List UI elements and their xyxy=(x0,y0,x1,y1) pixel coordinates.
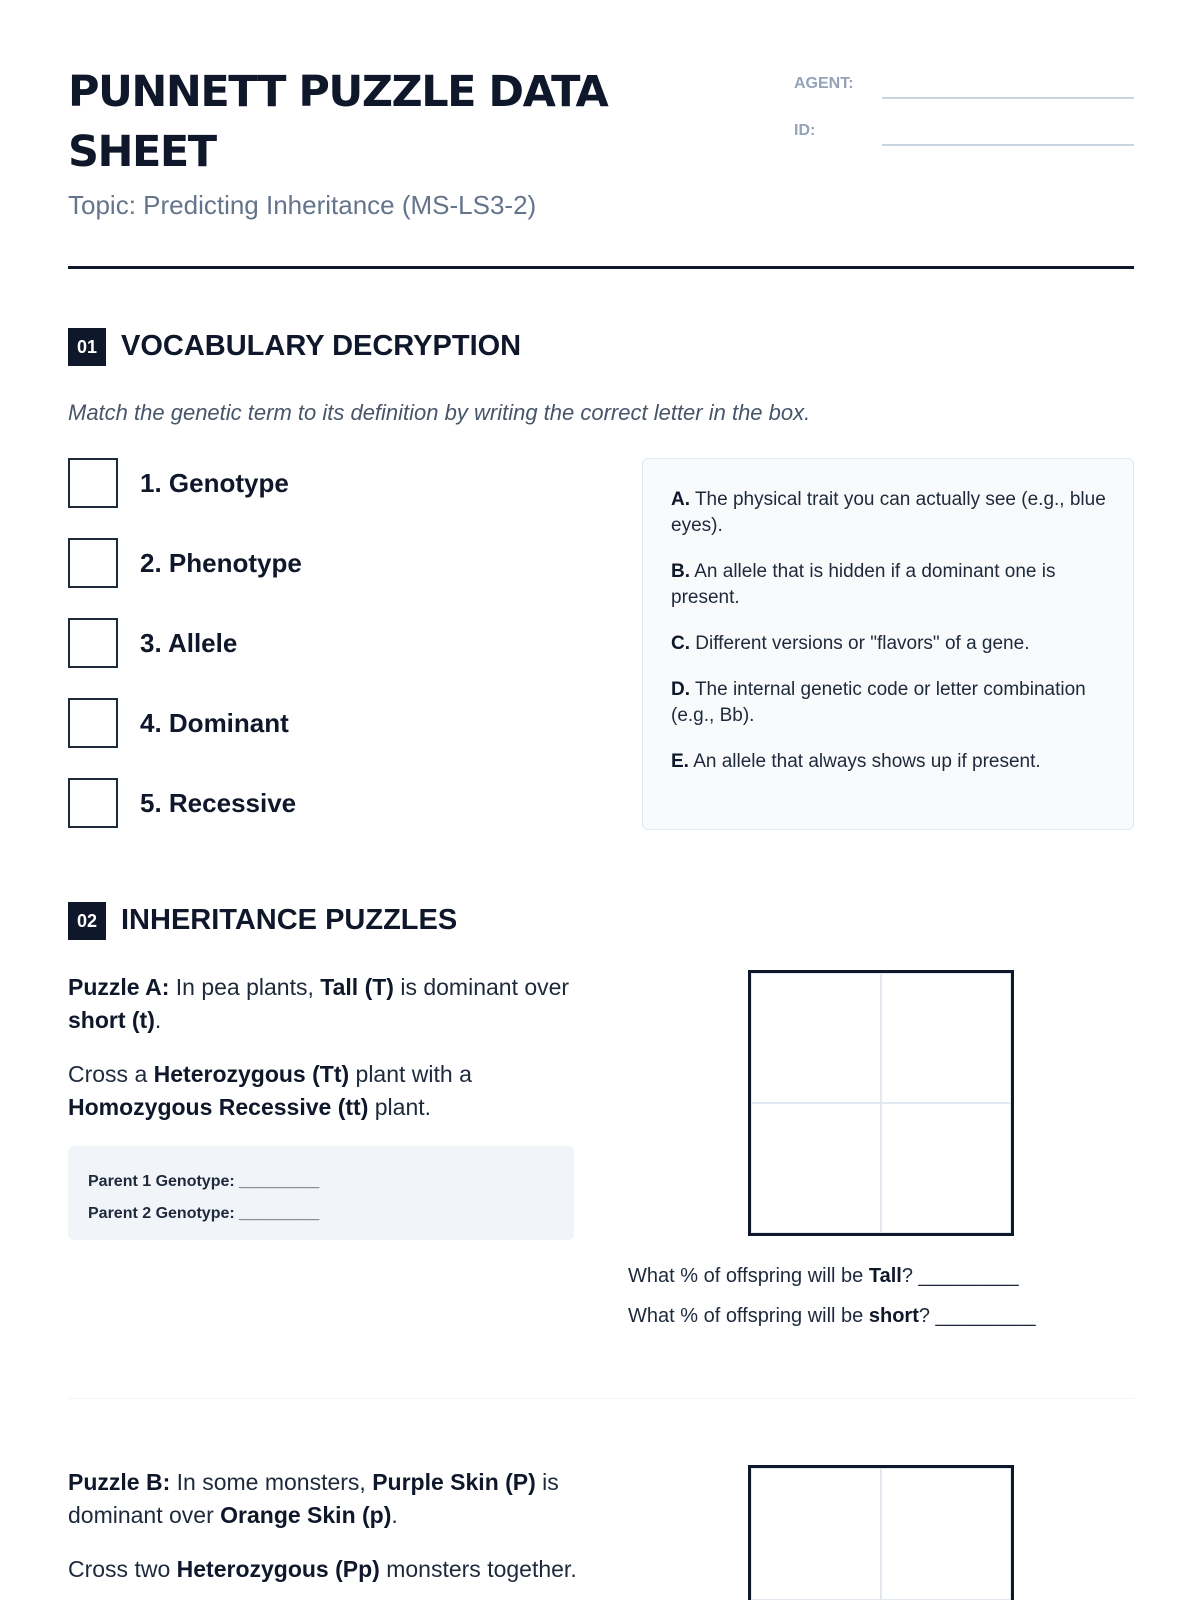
definition-c: C. Different versions or "flavors" of a gene. xyxy=(671,633,1030,654)
definitions-panel xyxy=(642,458,1134,830)
term-phenotype: 2. Phenotype xyxy=(140,548,302,578)
puzzle-a-cross: Cross a Heterozygous (Tt) plant with a Homozygous Recessive (tt) plant. xyxy=(68,1061,472,1120)
punnett-cell[interactable] xyxy=(881,1103,1011,1233)
punnett-cell[interactable] xyxy=(881,1468,1011,1600)
puzzle-a-description: Puzzle A: In pea plants, Tall (T) is dominant over short (t). xyxy=(68,974,570,1033)
definition-a: A. The physical trait you can actually see (e.g., blue eyes). xyxy=(671,489,1106,536)
parent-1-genotype[interactable]: Parent 1 Genotype: _________ xyxy=(88,1173,320,1190)
punnett-cell[interactable] xyxy=(881,973,1011,1103)
answer-box-genotype[interactable] xyxy=(68,458,118,508)
section-instruction: Match the genetic term to its definition by writing the correct letter in the box. xyxy=(68,400,811,425)
term-genotype: 1. Genotype xyxy=(140,468,289,498)
definition-d: D. The internal genetic code or letter combination (e.g., Bb). xyxy=(671,679,1086,726)
answer-box-dominant[interactable] xyxy=(68,698,118,748)
puzzle-b-cross: Cross two Heterozygous (Pp) monsters together. xyxy=(68,1556,577,1582)
question-short-percent: What % of offspring will be short? _________ xyxy=(628,1305,1036,1327)
puzzle-divider xyxy=(68,1398,1134,1399)
id-field[interactable] xyxy=(882,144,1134,146)
agent-field[interactable] xyxy=(882,97,1134,99)
section-title: VOCABULARY DECRYPTION xyxy=(121,330,522,362)
parent-genotype-box xyxy=(68,1146,574,1240)
puzzle-b-description: Puzzle B: In some monsters, Purple Skin (P) is dominant over Orange Skin (p). xyxy=(68,1469,559,1528)
header-divider xyxy=(68,266,1134,269)
punnett-square-b xyxy=(748,1465,1014,1600)
definition-e: E. An allele that always shows up if present. xyxy=(671,751,1041,772)
parent-2-genotype[interactable]: Parent 2 Genotype: _________ xyxy=(88,1205,320,1222)
page-subtitle: Topic: Predicting Inheritance (MS-LS3-2) xyxy=(68,190,537,220)
page-title: PUNNETT PUZZLE DATA SHEET xyxy=(68,67,608,177)
punnett-square-a xyxy=(748,970,1014,1236)
id-label: ID: xyxy=(794,122,816,139)
definition-b: B. An allele that is hidden if a dominant one is present. xyxy=(671,561,1056,608)
answer-box-recessive[interactable] xyxy=(68,778,118,828)
answer-box-allele[interactable] xyxy=(68,618,118,668)
agent-label: AGENT: xyxy=(794,75,854,92)
answer-box-phenotype[interactable] xyxy=(68,538,118,588)
section-number-badge: 02 xyxy=(68,902,106,940)
punnett-cell[interactable] xyxy=(751,973,881,1103)
section-number-badge: 01 xyxy=(68,328,106,366)
term-dominant: 4. Dominant xyxy=(140,708,289,738)
punnett-cell[interactable] xyxy=(751,1468,881,1600)
punnett-cell[interactable] xyxy=(751,1103,881,1233)
question-tall-percent: What % of offspring will be Tall? _________ xyxy=(628,1265,1019,1287)
section-title: INHERITANCE PUZZLES xyxy=(121,904,458,936)
term-allele: 3. Allele xyxy=(140,628,238,658)
term-recessive: 5. Recessive xyxy=(140,788,297,818)
